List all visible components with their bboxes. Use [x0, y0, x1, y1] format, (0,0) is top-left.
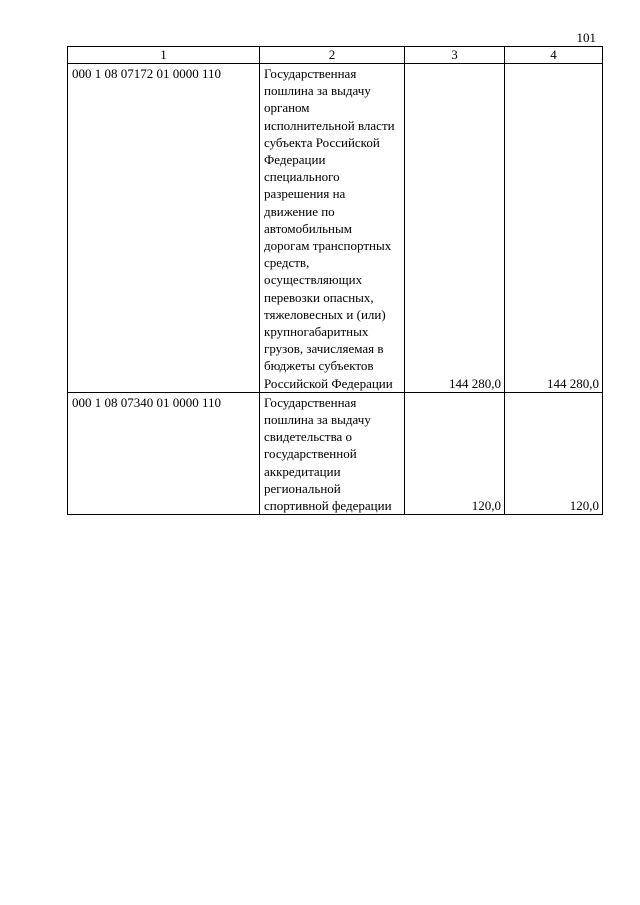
- amount-col3-cell: 120,0: [405, 392, 505, 514]
- amount-col3-cell: 144 280,0: [405, 64, 505, 393]
- revenue-name-cell: Государственная пошлина за выдачу свидетельства о государственной аккредитации региональной спортивной федерации: [260, 392, 405, 514]
- column-header-2: 2: [260, 47, 405, 64]
- budget-code-cell: 000 1 08 07172 01 0000 110: [68, 64, 260, 393]
- amount-col4-cell: 144 280,0: [505, 64, 603, 393]
- amount-col4-cell: 120,0: [505, 392, 603, 514]
- table-row: [68, 64, 603, 393]
- budget-code-cell: 000 1 08 07340 01 0000 110: [68, 392, 260, 514]
- table-row: [68, 392, 603, 514]
- header-row: [68, 47, 603, 64]
- page-number: 101: [576, 30, 596, 45]
- revenue-name-cell: Государственная пошлина за выдачу органом исполнительной власти субъекта Российской Федерации специального разрешения на движение по автомобильным дорогам транспортных средств, осуществляющих перевозки опасных, тяжеловесных и (или) крупногабаритных грузов, зачисляемая в бюджеты субъектов Российской Федерации: [260, 64, 405, 393]
- column-header-3: 3: [405, 47, 505, 64]
- budget-table: [67, 46, 603, 515]
- column-header-1: 1: [68, 47, 260, 64]
- column-header-4: 4: [505, 47, 603, 64]
